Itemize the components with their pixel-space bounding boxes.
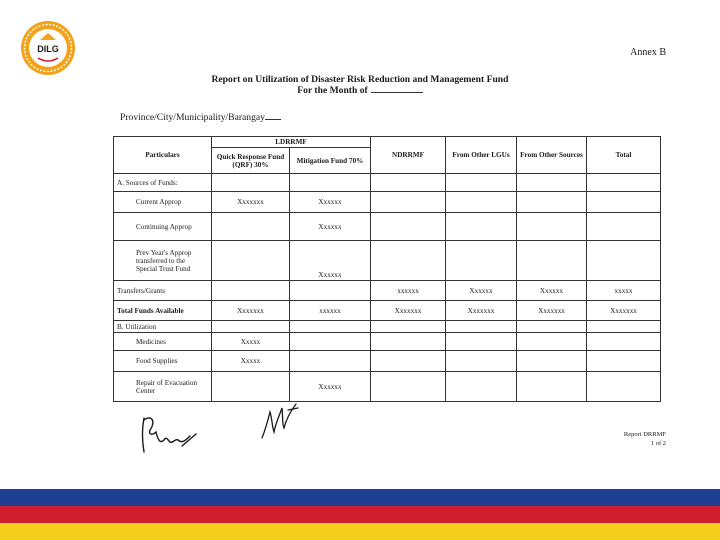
cell-qrf: Xxxxx: [212, 351, 290, 372]
cell-ndrrmf: Xxxxxxx: [371, 301, 446, 321]
table-row: [114, 333, 661, 351]
footer-report-code: Report DRRMF: [623, 431, 666, 438]
cell-mitigation: Xxxxxx: [290, 372, 371, 402]
cell-other-sources: [517, 372, 587, 402]
table-row: [114, 321, 661, 333]
cell-mitigation: [290, 333, 371, 351]
row-label: Transfers/Grants: [114, 281, 212, 301]
cell-total: [587, 351, 661, 372]
cell-ndrrmf: [371, 321, 446, 333]
cell-ndrrmf: [371, 192, 446, 213]
dilg-seal-logo: [20, 20, 76, 76]
cell-other-sources: Xxxxxx: [517, 281, 587, 301]
cell-mitigation: Xxxxxx: [290, 192, 371, 213]
cell-other-sources: [517, 192, 587, 213]
table-row: [114, 213, 661, 241]
header-total: Total: [587, 137, 661, 174]
cell-other-sources: [517, 333, 587, 351]
cell-total: [587, 241, 661, 281]
cell-total: [587, 333, 661, 351]
header-other-sources: From Other Sources: [517, 137, 587, 174]
table-row: [114, 192, 661, 213]
cell-other-sources: Xxxxxxx: [517, 301, 587, 321]
cell-other-lgus: [446, 372, 517, 402]
header-particulars: Particulars: [114, 137, 212, 174]
report-title: Report on Utilization of Disaster Risk Reduction and Management Fund: [211, 74, 509, 85]
cell-other-sources: [517, 213, 587, 241]
cell-other-lgus: Xxxxxx: [446, 281, 517, 301]
cell-qrf: [212, 281, 290, 301]
cell-mitigation: xxxxxx: [290, 301, 371, 321]
table-row: [114, 372, 661, 402]
table-row: [114, 241, 661, 281]
cell-other-lgus: [446, 333, 517, 351]
cell-total: [587, 321, 661, 333]
row-label: Continuing Approp: [114, 213, 212, 241]
cell-total: [587, 174, 661, 192]
signature-right: [258, 398, 302, 442]
header-ndrrmf: NDRRMF: [371, 137, 446, 174]
cell-qrf: [212, 241, 290, 281]
stripe-red: [0, 506, 720, 523]
cell-ndrrmf: [371, 241, 446, 281]
cell-mitigation: [290, 351, 371, 372]
stripe-blue: [0, 489, 720, 506]
fund-utilization-table: [113, 136, 661, 402]
cell-ndrrmf: [371, 372, 446, 402]
header-ldrrmf: LDRRMF: [212, 137, 371, 148]
cell-other-sources: [517, 351, 587, 372]
header-qrf: Quick Response Fund (QRF) 30%: [212, 148, 290, 174]
cell-total: [587, 192, 661, 213]
cell-qrf: Xxxxx: [212, 333, 290, 351]
annex-label: Annex B: [630, 47, 666, 58]
cell-total: [587, 372, 661, 402]
cell-other-sources: [517, 321, 587, 333]
table-row: [114, 174, 661, 192]
cell-ndrrmf: [371, 174, 446, 192]
svg-text:DILG: DILG: [37, 44, 59, 54]
cell-ndrrmf: [371, 351, 446, 372]
province-label: Province/City/Municipality/Barangay: [120, 112, 281, 123]
row-label: Medicines: [114, 333, 212, 351]
row-label: B. Utilization: [114, 321, 212, 333]
cell-other-lgus: [446, 351, 517, 372]
cell-mitigation: [290, 321, 371, 333]
cell-mitigation: Xxxxxx: [290, 213, 371, 241]
footer-page-count: 1 of 2: [650, 440, 666, 448]
cell-ndrrmf: [371, 333, 446, 351]
cell-total: Xxxxxxx: [587, 301, 661, 321]
cell-other-lgus: [446, 174, 517, 192]
row-label: A. Sources of Funds:: [114, 174, 212, 192]
row-label: Repair of Evacuation Center: [114, 372, 212, 402]
row-label: Food Supplies: [114, 351, 212, 372]
cell-other-sources: [517, 174, 587, 192]
cell-total: xxxxx: [587, 281, 661, 301]
table-row: [114, 281, 661, 301]
cell-qrf: [212, 174, 290, 192]
stripe-yellow: [0, 523, 720, 540]
cell-total: [587, 213, 661, 241]
signature-left: [138, 410, 202, 456]
cell-qrf: [212, 321, 290, 333]
table-row: [114, 351, 661, 372]
row-label: Current Approp: [114, 192, 212, 213]
cell-qrf: Xxxxxxx: [212, 192, 290, 213]
report-subtitle: For the Month of: [0, 85, 720, 96]
cell-mitigation: Xxxxxx: [290, 241, 371, 281]
cell-other-lgus: Xxxxxxx: [446, 301, 517, 321]
cell-qrf: [212, 213, 290, 241]
cell-ndrrmf: xxxxxx: [371, 281, 446, 301]
cell-other-lgus: [446, 241, 517, 281]
report-footer-note: [624, 430, 666, 448]
cell-other-lgus: [446, 213, 517, 241]
header-other-lgus: From Other LGUs: [446, 137, 517, 174]
cell-other-sources: [517, 241, 587, 281]
row-label: Prev Year's Approp transferred to the Special Trust Fund: [114, 241, 212, 281]
cell-qrf: Xxxxxxx: [212, 301, 290, 321]
row-label: Total Funds Available: [114, 301, 212, 321]
cell-other-lgus: [446, 192, 517, 213]
table-row: [114, 301, 661, 321]
cell-mitigation: [290, 174, 371, 192]
cell-other-lgus: [446, 321, 517, 333]
cell-ndrrmf: [371, 213, 446, 241]
cell-mitigation: [290, 281, 371, 301]
header-mitigation: Mitigation Fund 70%: [290, 148, 371, 174]
